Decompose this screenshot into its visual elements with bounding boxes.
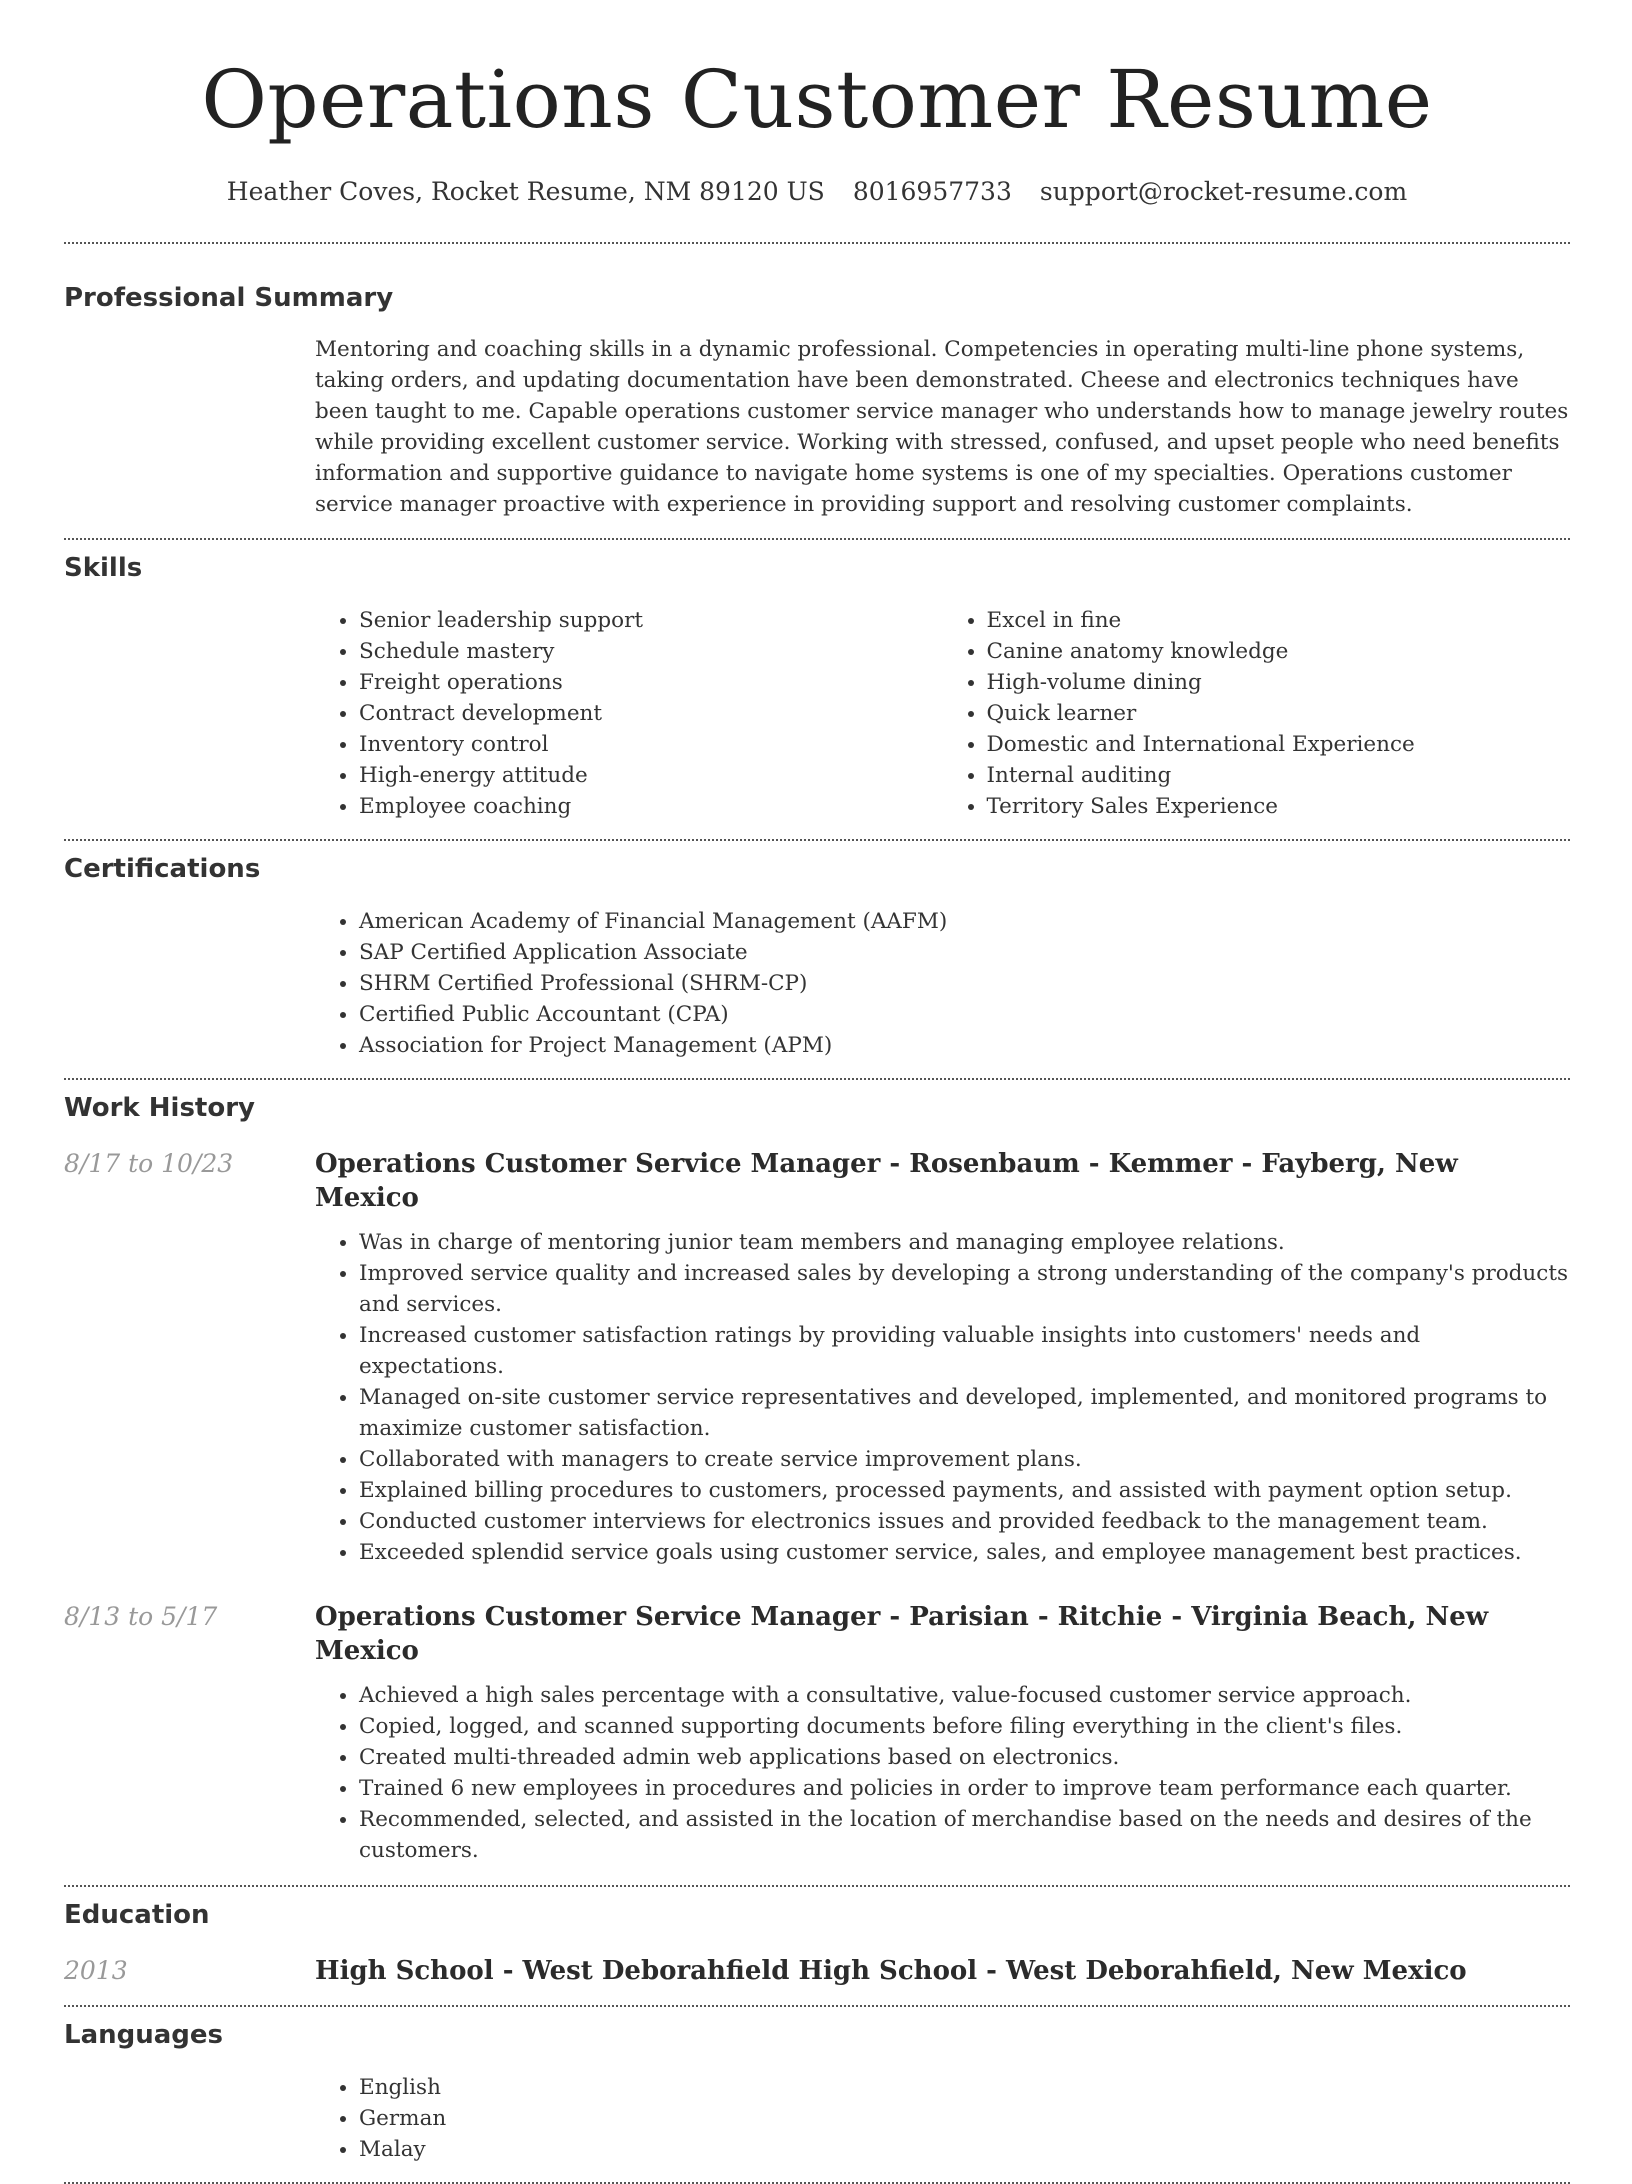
education-heading: Education [64,1900,210,1930]
job-bullet: • Achieved a high sales percentage with a consultative, value-focused customer service approach. [359,1680,1570,1711]
resume-title: Operations Customer Resume [201,53,1433,146]
skill-item: • Domestic and International Experience [987,729,1571,760]
skill-item: • Inventory control [359,729,943,760]
job-dates: 8/13 to 5/17 [64,1602,218,1631]
work-history-heading: Work History [64,1093,255,1123]
divider [64,839,1570,841]
skill-item: • Employee coaching [359,791,943,822]
language-item: • English [359,2072,1570,2103]
job-bullet: • Was in charge of mentoring junior team members and managing employee relations. [359,1227,1570,1258]
contact-phone: 8016957733 [852,177,1012,206]
job-bullet: • Exceeded splendid service goals using customer service, sales, and employee management best practices. [359,1537,1570,1568]
summary-section [64,281,1570,520]
skill-item: • Contract development [359,698,943,729]
skill-item: • Excel in fine [987,605,1571,636]
skills-heading: Skills [64,553,143,583]
job-bullet: • Copied, logged, and scanned supporting documents before filing everything in the client's files. [359,1711,1570,1742]
skill-item: • Freight operations [359,667,943,698]
skill-item: • Canine anatomy knowledge [987,636,1571,667]
job-entry [64,1147,1570,1568]
job-title: Operations Customer Service Manager - Rosenbaum - Kemmer - Fayberg, New Mexico [315,1149,1458,1213]
job-bullet: • Improved service quality and increased sales by developing a strong understanding of the company's products and services. [359,1258,1570,1320]
job-bullet: • Managed on-site customer service representatives and developed, implemented, and monitored programs to maximize customer satisfaction. [359,1382,1570,1444]
summary-text: Mentoring and coaching skills in a dynamic professional. Competencies in operating multi-line phone systems, taking orders, and updating documentation have been demonstrated. Cheese and electronics techniques have been taught to me. Capable operations customer service manager who understands how to manage jewelry routes while providing excellent customer service. Working with stressed, confused, and upset people who need benefits information and supportive guidance to navigate home systems is one of my specialties. Operations customer service manager proactive with experience in providing support and resolving customer complaints. [315,337,1569,517]
certification-item: • Association for Project Management (APM) [359,1030,1570,1061]
certification-item: • Certified Public Accountant (CPA) [359,999,1570,1030]
job-entry [64,1600,1570,1866]
skills-list-left [315,605,943,822]
contact-address: Heather Coves, Rocket Resume, NM 89120 US [226,177,825,206]
work-history-section [64,1091,1570,1866]
languages-heading: Languages [64,2020,224,2050]
job-dates: 8/17 to 10/23 [64,1149,234,1178]
job-bullet: • Collaborated with managers to create service improvement plans. [359,1444,1570,1475]
skills-section [64,551,1570,822]
skill-item: • High-volume dining [987,667,1571,698]
job-bullets [315,1227,1570,1568]
certifications-heading: Certifications [64,854,261,884]
skills-list-right [943,605,1571,822]
education-entry [64,1954,1570,1988]
certifications-section [64,852,1570,1061]
divider [64,1885,1570,1887]
certification-item: • SAP Certified Application Associate [359,937,1570,968]
education-year: 2013 [64,1956,128,1985]
divider [64,2005,1570,2007]
skill-item: • Senior leadership support [359,605,943,636]
contact-line [64,176,1570,208]
certification-item: • American Academy of Financial Management (AAFM) [359,906,1570,937]
divider [64,1078,1570,1080]
skill-item: • Internal auditing [987,760,1571,791]
certifications-list [315,906,1570,1061]
summary-heading: Professional Summary [64,283,394,313]
divider [64,538,1570,540]
education-section [64,1898,1570,1988]
resume-page [64,0,1570,2184]
job-bullet: • Recommended, selected, and assisted in the location of merchandise based on the needs and desires of the customers. [359,1804,1570,1866]
job-title: Operations Customer Service Manager - Parisian - Ritchie - Virginia Beach, New Mexico [315,1602,1489,1666]
languages-section [64,2018,1570,2165]
job-bullet: • Explained billing procedures to customers, processed payments, and assisted with payment option setup. [359,1475,1570,1506]
language-item: • German [359,2103,1570,2134]
language-item: • Malay [359,2134,1570,2165]
job-bullets [315,1680,1570,1866]
job-bullet: • Increased customer satisfaction ratings by providing valuable insights into customers' needs and expectations. [359,1320,1570,1382]
job-bullet: • Trained 6 new employees in procedures and policies in order to improve team performance each quarter. [359,1773,1570,1804]
education-title: High School - West Deborahfield High School - West Deborahfield, New Mexico [315,1956,1467,1986]
skill-item: • Quick learner [987,698,1571,729]
divider [64,242,1570,244]
skill-item: • Schedule mastery [359,636,943,667]
job-bullet: • Created multi-threaded admin web applications based on electronics. [359,1742,1570,1773]
certification-item: • SHRM Certified Professional (SHRM-CP) [359,968,1570,999]
job-bullet: • Conducted customer interviews for electronics issues and provided feedback to the management team. [359,1506,1570,1537]
contact-email: support@rocket-resume.com [1039,177,1408,206]
skill-item: • Territory Sales Experience [987,791,1571,822]
languages-list [315,2072,1570,2165]
skill-item: • High-energy attitude [359,760,943,791]
